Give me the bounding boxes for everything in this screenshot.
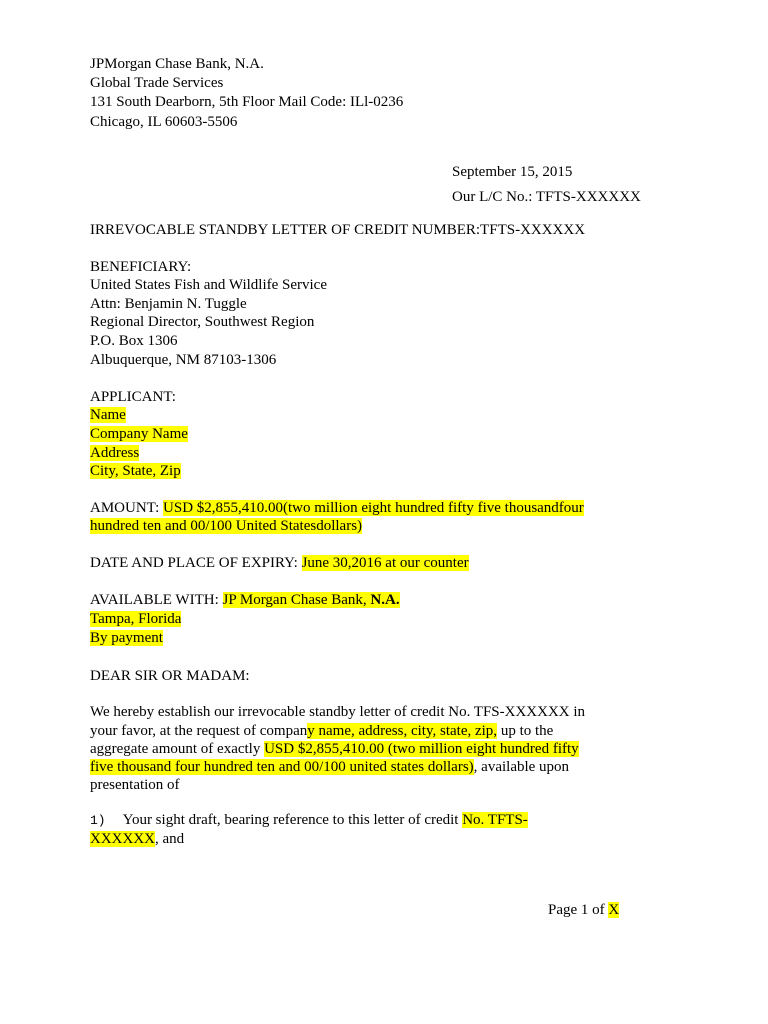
item-1-tail: , and xyxy=(155,831,185,847)
item-1-reference-cont: XXXXXX xyxy=(90,831,155,847)
applicant-company xyxy=(90,425,188,444)
available-bank xyxy=(223,592,400,608)
available-location xyxy=(90,610,181,629)
body-line-2-start: your favor, at the request of compan xyxy=(90,723,308,739)
amount-line-1 xyxy=(90,499,584,518)
applicant-city xyxy=(90,462,181,481)
applicant-city-value: City, State, Zip xyxy=(90,463,181,479)
body-line-5: presentation of xyxy=(90,777,180,793)
document-title: IRREVOCABLE STANDBY LETTER OF CREDIT NUMBER:TFTS-XXXXXX xyxy=(90,222,586,238)
body-line-3 xyxy=(90,740,579,759)
page-total: X xyxy=(608,902,620,918)
expiry-value: June 30,2016 at our counter xyxy=(301,555,469,571)
beneficiary-name: United States Fish and Wildlife Service xyxy=(90,277,327,293)
amount-label: AMOUNT: xyxy=(90,500,164,516)
applicant-company-value: Company Name xyxy=(90,426,188,442)
beneficiary-po-box: P.O. Box 1306 xyxy=(90,333,178,349)
available-bank-name: JP Morgan Chase Bank, xyxy=(222,592,371,608)
amount-line-2 xyxy=(90,517,362,536)
applicant-address xyxy=(90,444,139,463)
page-number xyxy=(548,901,619,920)
expiry-label: DATE AND PLACE OF EXPIRY: xyxy=(90,555,302,571)
body-line-2 xyxy=(90,722,553,741)
item-1-line-2 xyxy=(90,830,184,849)
expiry-line xyxy=(90,554,469,573)
salutation: DEAR SIR OR MADAM: xyxy=(90,668,250,684)
body-line-2-end: up to the xyxy=(497,723,554,739)
amount-value-2: hundred ten and 00/100 United Statesdollars) xyxy=(90,518,363,534)
item-1-text: Your sight draft, bearing reference to this letter of credit xyxy=(122,812,463,828)
available-method-value: By payment xyxy=(90,630,163,646)
beneficiary-title: Regional Director, Southwest Region xyxy=(90,314,315,330)
sender-department: Global Trade Services xyxy=(90,75,224,91)
body-line-3-start: aggregate amount of exactly xyxy=(90,741,265,757)
applicant-name xyxy=(90,406,126,425)
applicant-address-value: Address xyxy=(90,445,140,461)
available-method xyxy=(90,629,163,648)
available-bank-suffix: N.A. xyxy=(370,592,400,608)
item-1-line-1 xyxy=(90,811,528,830)
body-line-1: We hereby establish our irrevocable standby letter of credit No. TFS-XXXXXX in xyxy=(90,704,586,720)
beneficiary-heading: BENEFICIARY: xyxy=(90,259,192,275)
sender-bank-name: JPMorgan Chase Bank, N.A. xyxy=(90,56,264,72)
lc-reference: Our L/C No.: TFTS-XXXXXX xyxy=(452,189,641,205)
available-label: AVAILABLE WITH: xyxy=(90,592,223,608)
amount-value-1: USD $2,855,410.00(two million eight hundred fifty five thousandfour xyxy=(163,500,584,516)
letter-date: September 15, 2015 xyxy=(452,164,573,180)
body-line-2-highlight: y name, address, city, state, zip, xyxy=(307,723,498,739)
body-line-4 xyxy=(90,758,569,777)
applicant-name-value: Name xyxy=(90,407,126,423)
available-line xyxy=(90,591,400,610)
body-line-4-highlight: five thousand four hundred ten and 00/100 united states dollars) xyxy=(90,759,474,775)
item-1-number: 1) xyxy=(90,813,106,828)
page-number-label: Page 1 of xyxy=(548,902,609,918)
beneficiary-attn: Attn: Benjamin N. Tuggle xyxy=(90,296,247,312)
body-line-4-end: , available upon xyxy=(473,759,570,775)
beneficiary-city: Albuquerque, NM 87103-1306 xyxy=(90,352,277,368)
sender-city: Chicago, IL 60603-5506 xyxy=(90,114,238,130)
sender-street-address: 131 South Dearborn, 5th Floor Mail Code: ILl-0236 xyxy=(90,94,404,110)
item-1-reference: No. TFTS- xyxy=(462,812,528,828)
body-line-3-highlight: USD $2,855,410.00 (two million eight hundred fifty xyxy=(264,741,579,757)
available-location-value: Tampa, Florida xyxy=(90,611,182,627)
applicant-heading: APPLICANT: xyxy=(90,389,176,405)
